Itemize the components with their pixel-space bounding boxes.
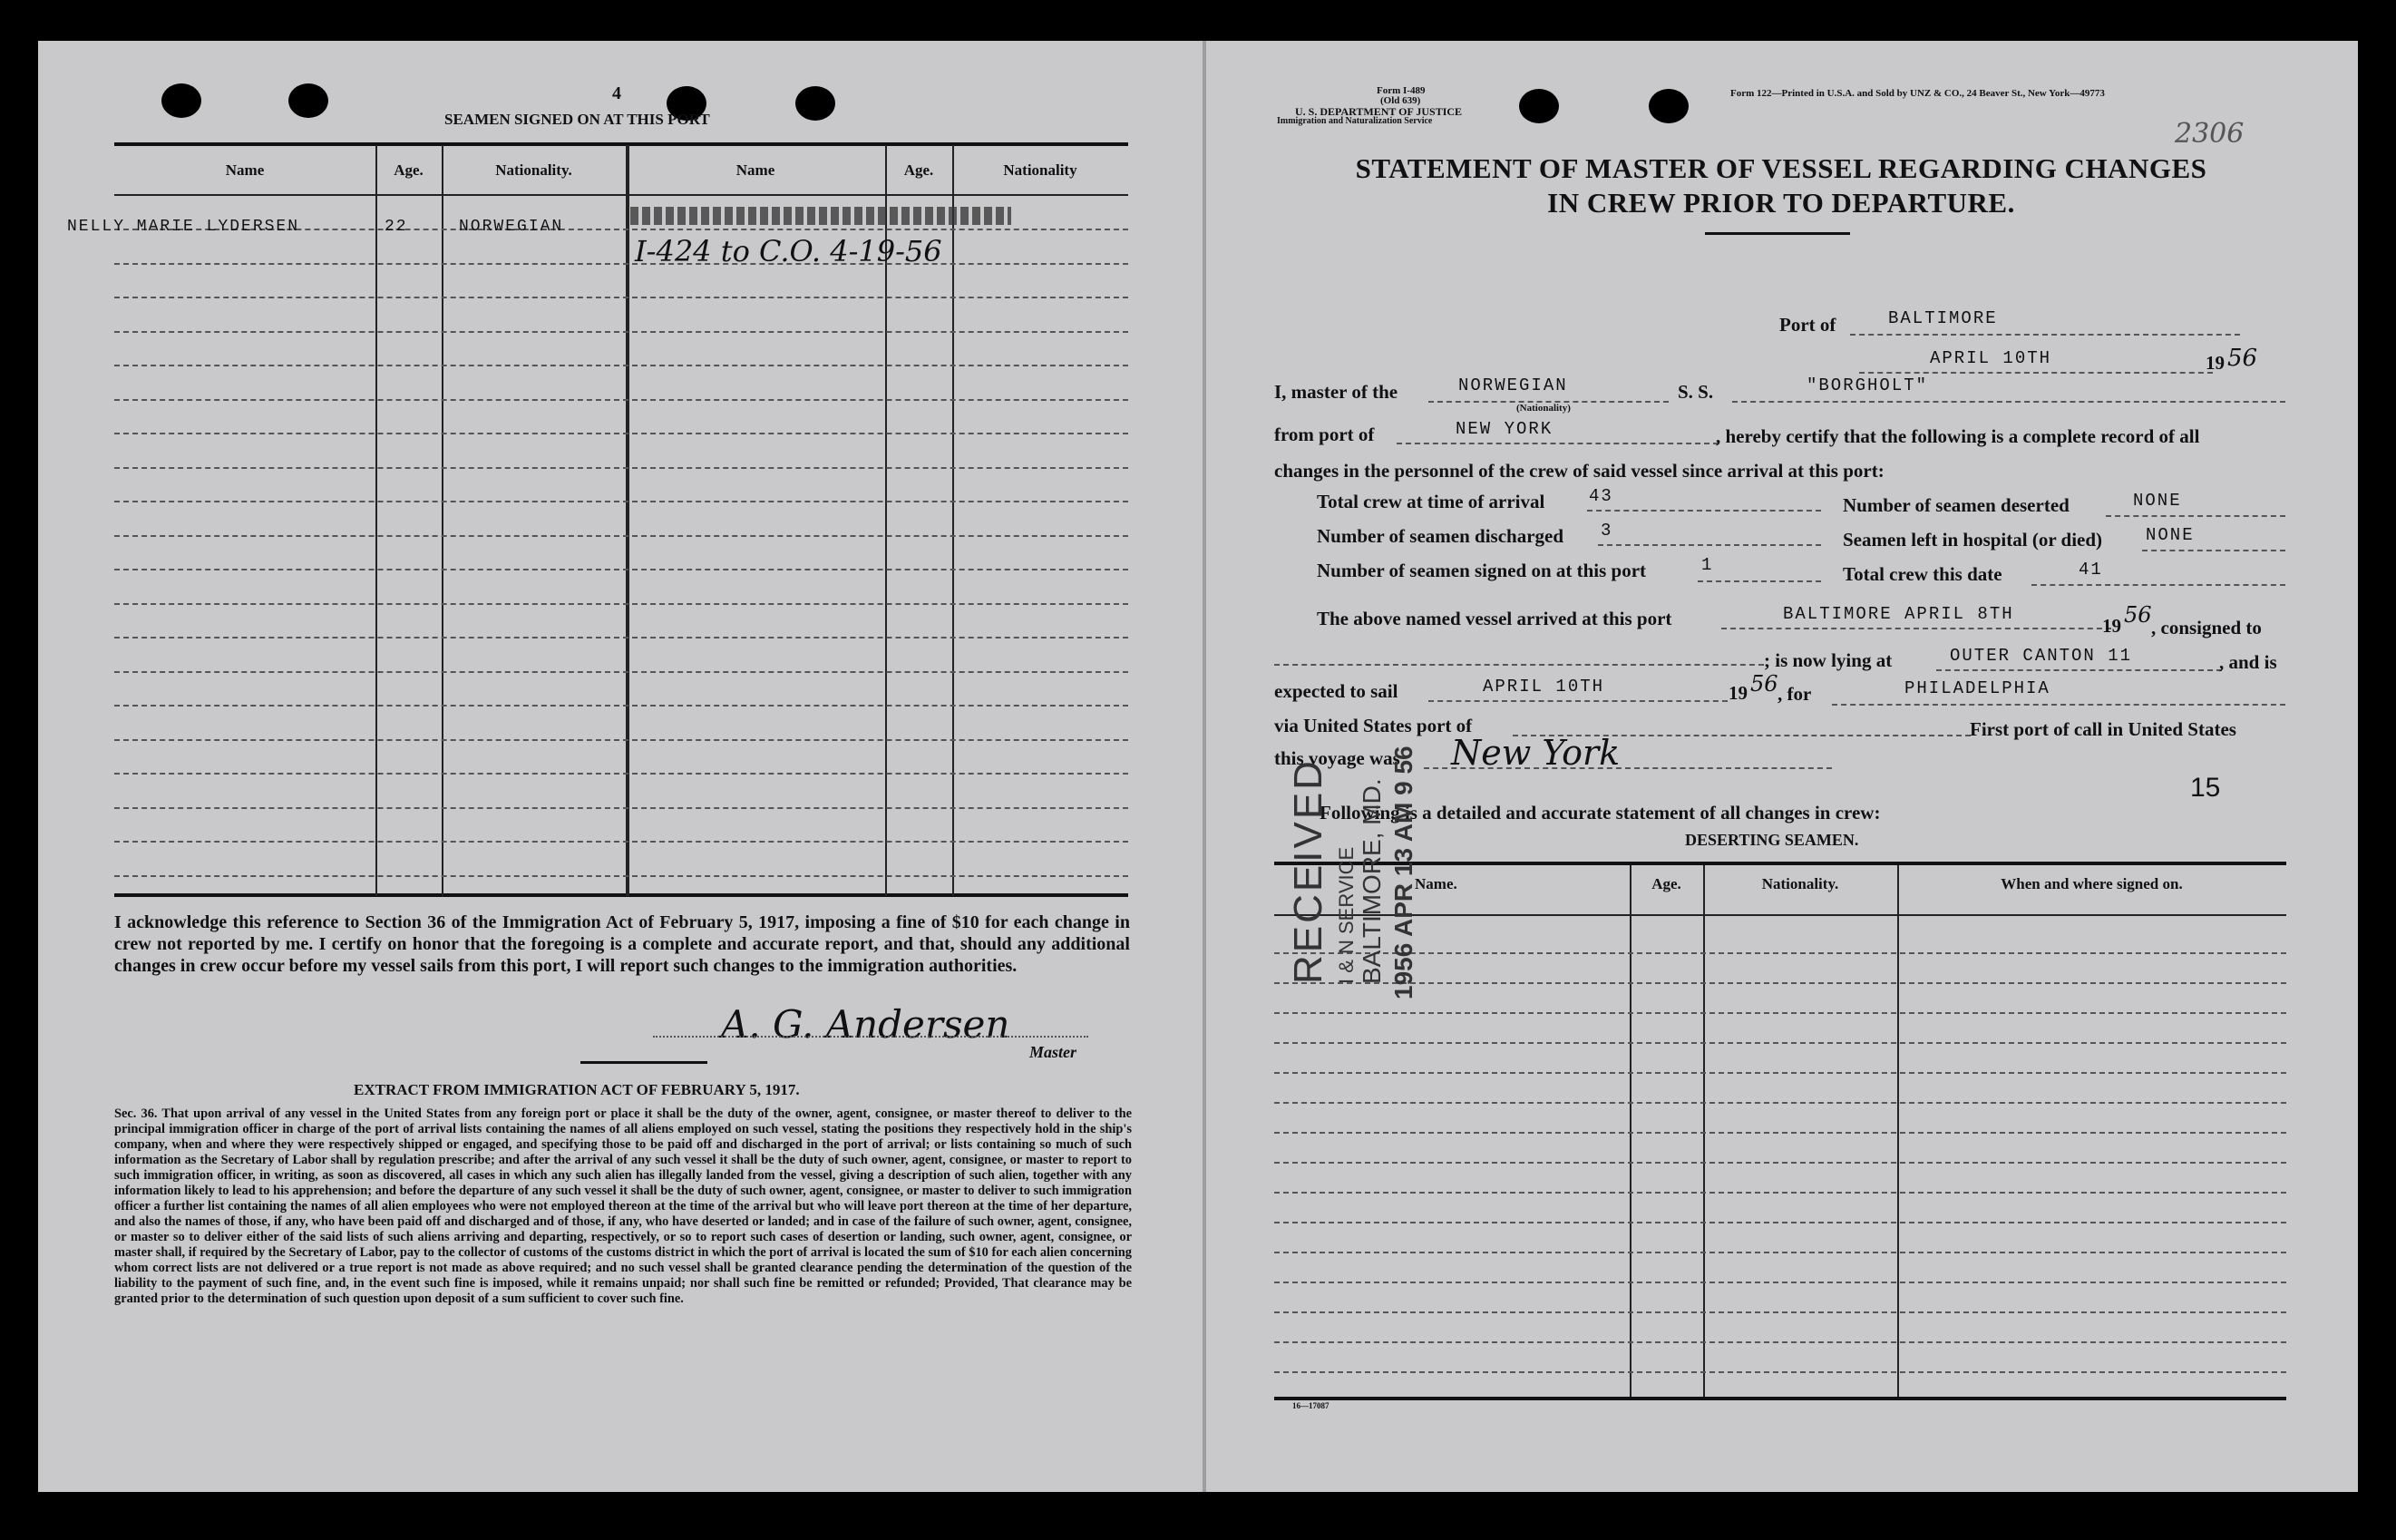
received-stamp-line1: RECEIVED <box>1286 758 1330 984</box>
row-line <box>1274 1102 2286 1104</box>
total-crew-line <box>1587 510 1821 512</box>
consigned-label: , consigned to <box>2151 617 2262 638</box>
date-line <box>1859 372 2213 374</box>
row-line <box>114 433 1128 434</box>
row-line <box>114 671 1128 673</box>
row-line <box>1274 1162 2286 1164</box>
table-header-rule <box>114 194 1128 196</box>
voyage-value: New York <box>1451 733 1621 773</box>
right-table-top-rule <box>1274 862 2286 865</box>
signed-on-label: Number of seamen signed on at this port <box>1317 560 1647 581</box>
deserted-value: NONE <box>2133 491 2182 511</box>
sail-date-value: APRIL 10TH <box>1483 677 1605 697</box>
col-header-name: Name <box>225 161 265 179</box>
total-today-line <box>2031 584 2285 586</box>
row-line <box>114 773 1128 775</box>
sail-date-line <box>1428 700 1728 702</box>
master-of-label: I, master of the <box>1274 381 1398 403</box>
col-header-name-2: Name <box>735 161 775 179</box>
right-col-header-age: Age. <box>1651 875 1681 892</box>
right-col-header-signed-on: When and where signed on. <box>2001 875 2183 892</box>
total-today-value: 41 <box>2079 560 2103 580</box>
punch-hole <box>1649 89 1689 123</box>
extract-text: That upon arrival of any vessel in the United States from any foreign port or place it shall be the duty of the owner, agent, consignee, or master thereof to deliver to the principal immigration officer in charge of the port of arrival lists containing the names of all aliens employed on such vessel, stating the positions they respectively hold in the ship's company, when and where they were respectively shipped or engaged, and specifying those to be paid off and discharged in the port of arrival; or lists containing so much of such information as the Secretary of Labor shall by regulation prescribe; and after the arrival of any such vessel it shall be the duty of such owner, agent, consignee, or master to report to such immigration officer, in writing, as soon as discovered, all cases in which any such alien has illegally landed from the vessel, giving a description of such alien, together with any information likely to lead to his apprehension; and before the departure of any such vessel it shall be the duty of such owner, agent, consignee, or master to deliver to such immigration officer a further list containing the names of all alien employees who were not employed thereon at the time of the arrival but who will leave port thereon at the time of her departure, and also the names of those, if any, who have been paid off and discharged and of those, if any, who have deserted or landed; and in case of the failure of such owner, agent, consignee, or master so to deliver either of the said lists of such aliens arriving and departing, respectively, or so to report such cases of desertion or landing, such owner, agent, consignee, or master shall, if required by the Secretary of Labor, pay to the collector of customs of the customs district in which the port of arrival is located the sum of $10 for each alien concerning whom correct lists are not delivered or a true report is not made as above required; and no such vessel shall be granted clearance pending the determination of the question of the liability to the payment of such fine, and, in the event such fine is imposed, while it remains unpaid; nor shall such fine be remitted or refunded; Provided, That clearance may be granted prior to the determination of such question upon deposit of a sum sufficient to cover such fine. <box>114 1106 1132 1306</box>
handwritten-note: I-424 to C.O. 4-19-56 <box>635 234 942 268</box>
row-line <box>1274 952 2286 954</box>
row-line <box>1274 1371 2286 1373</box>
col-header-age: Age. <box>394 161 424 179</box>
column-divider <box>1703 865 1705 1397</box>
sail-year-prefix: 19 <box>1729 682 1748 704</box>
received-stamp-line2: I & N SERVICE <box>1335 846 1358 984</box>
received-stamp-line3: BALTIMORE, MD. <box>1358 778 1386 984</box>
deserting-title: DESERTING SEAMEN. <box>1685 831 1859 849</box>
column-divider <box>1897 865 1899 1397</box>
row-line <box>1274 1282 2286 1283</box>
extract-body <box>114 1106 1132 1307</box>
following-label: Following is a detailed and accurate statement of all changes in crew: <box>1320 802 1881 824</box>
column-divider <box>626 145 629 896</box>
department: U. S. DEPARTMENT OF JUSTICE <box>1295 105 1463 118</box>
right-col-header-nationality: Nationality. <box>1761 875 1839 892</box>
lying-label: ; is now lying at <box>1764 649 1893 671</box>
date-value: APRIL 10TH <box>1930 348 2052 368</box>
total-crew-label: Total crew at time of arrival <box>1317 491 1545 512</box>
table-top-rule <box>114 142 1128 146</box>
arrived-year-suffix: 56 <box>2124 602 2152 628</box>
port-value: BALTIMORE <box>1888 308 1998 328</box>
total-crew-value: 43 <box>1589 486 1613 506</box>
from-port-value: NEW YORK <box>1456 419 1554 439</box>
row-line <box>114 297 1128 298</box>
row-line <box>1274 982 2286 984</box>
port-line <box>1850 334 2240 336</box>
expected-label: expected to sail <box>1274 680 1398 702</box>
title-underline <box>1705 232 1850 235</box>
row-line <box>1274 1072 2286 1074</box>
signature-line <box>653 1036 1088 1038</box>
row-line <box>1274 1311 2286 1313</box>
first-port-label: First port of call in United States <box>1970 718 2236 740</box>
column-divider <box>375 145 377 896</box>
section-title: SEAMEN SIGNED ON AT THIS PORT <box>444 111 710 128</box>
col-header-age-2: Age. <box>903 161 934 179</box>
column-divider <box>1630 865 1631 1397</box>
row-line <box>1274 1252 2286 1253</box>
stamp-number: 15 <box>2190 773 2221 803</box>
row-line <box>114 705 1128 707</box>
seaman-age: 22 <box>385 218 408 236</box>
row-line <box>114 875 1128 877</box>
discharged-line <box>1598 544 1821 546</box>
total-today-label: Total crew this date <box>1843 563 2002 585</box>
from-port-label: from port of <box>1274 424 1375 445</box>
certify-text: , hereby certify that the following is a complete record of all <box>1716 425 2200 447</box>
from-port-line <box>1397 443 1719 444</box>
col-header-nationality: Nationality. <box>495 161 572 179</box>
hospital-label: Seamen left in hospital (or died) <box>1843 529 2103 551</box>
form-number: Form I-489 <box>1377 85 1426 96</box>
punch-hole <box>795 86 835 121</box>
row-line <box>114 399 1128 401</box>
sail-year-suffix: 56 <box>1750 671 1778 697</box>
seaman-nationality: NORWEGIAN <box>459 218 564 236</box>
arrived-line <box>1721 628 2111 629</box>
row-line <box>114 535 1128 537</box>
master-label: Master <box>1029 1043 1077 1061</box>
lying-line <box>1936 669 2222 671</box>
right-table-bottom-rule <box>1274 1397 2286 1400</box>
vessel-line <box>1732 401 2285 403</box>
row-line <box>114 365 1128 366</box>
deserted-label: Number of seamen deserted <box>1843 494 2070 516</box>
vessel-nationality: NORWEGIAN <box>1458 375 1568 395</box>
for-label: , for <box>1778 683 1812 705</box>
row-line <box>114 637 1128 638</box>
seaman-name: NELLY MARIE LYDERSEN <box>67 218 300 236</box>
voyage-label: this voyage was <box>1274 747 1400 769</box>
nationality-caption: (Nationality) <box>1516 403 1571 414</box>
destination-value: PHILADELPHIA <box>1904 678 2050 698</box>
table-bottom-rule <box>114 893 1128 897</box>
discharged-value: 3 <box>1601 521 1613 541</box>
footer-code: 16—17087 <box>1292 1401 1329 1410</box>
received-stamp-line4: 1956 APR 13 AM 9 56 <box>1389 746 1417 999</box>
row-line <box>114 841 1128 843</box>
right-table-header-rule <box>1274 914 2286 916</box>
printer-line: Form 122—Printed in U.S.A. and Sold by UNZ & CO., 24 Beaver St., New York—49773 <box>1730 88 2105 99</box>
row-line <box>114 807 1128 809</box>
punch-hole <box>288 83 328 118</box>
row-line <box>1274 1222 2286 1223</box>
hospital-value: NONE <box>2146 525 2195 545</box>
row-line <box>114 467 1128 469</box>
deserted-line <box>2106 515 2285 517</box>
arrived-label: The above named vessel arrived at this port <box>1317 608 1672 629</box>
year-prefix: 19 <box>2206 352 2225 374</box>
signed-on-value: 1 <box>1701 555 1714 575</box>
lying-value: OUTER CANTON 11 <box>1950 646 2133 666</box>
form-title-line2: IN CREW PRIOR TO DEPARTURE. <box>1547 187 2015 219</box>
row-line <box>114 603 1128 605</box>
destination-line <box>1832 704 2285 706</box>
year-suffix: 56 <box>2227 345 2258 372</box>
right-col-header-name: Name. <box>1415 875 1457 892</box>
service: Immigration and Naturalization Service <box>1277 116 1433 126</box>
row-line <box>1274 1341 2286 1343</box>
column-divider <box>952 145 954 896</box>
row-line <box>1274 1042 2286 1044</box>
punch-hole <box>161 83 201 118</box>
struck-out-text <box>630 207 1011 225</box>
port-label: Port of <box>1779 314 1836 336</box>
arrived-year-prefix: 19 <box>2102 615 2121 637</box>
col-header-nationality-2: Nationality <box>1003 161 1077 179</box>
file-number: 2306 <box>2175 118 2245 150</box>
row-line <box>1274 1132 2286 1134</box>
via-label: via United States port of <box>1274 715 1473 736</box>
row-line <box>114 501 1128 502</box>
vessel-name: "BORGHOLT" <box>1807 375 1929 395</box>
row-line <box>1274 1012 2286 1014</box>
master-signature: A. G. Andersen <box>721 1002 1010 1047</box>
page-number: 4 <box>612 83 621 103</box>
signed-on-line <box>1698 580 1821 582</box>
row-line <box>114 739 1128 741</box>
and-is-label: , and is <box>2219 651 2277 673</box>
divider <box>580 1061 707 1064</box>
row-line <box>1274 1192 2286 1194</box>
arrived-value: BALTIMORE APRIL 8TH <box>1783 604 2014 624</box>
discharged-label: Number of seamen discharged <box>1317 525 1564 547</box>
consignee-line <box>1274 664 1764 666</box>
changes-text: changes in the personnel of the crew of said vessel since arrival at this port: <box>1274 460 1885 482</box>
extract-section: Sec. 36. <box>114 1106 158 1121</box>
acknowledgement-text: I acknowledge this reference to Section 36 of the Immigration Act of February 5, 1917, imposing a fine of $10 for each change in crew not reported by me. I certify on honor that the foregoing is a complete and accurate report, and that, should any additional changes in crew occur before my vessel sails from this port, I will report such changes to the immigration authorities. <box>114 912 1130 976</box>
row-line <box>114 569 1128 570</box>
column-divider <box>442 145 443 896</box>
form-title-line1: STATEMENT OF MASTER OF VESSEL REGARDING CHANGES <box>1355 152 2207 184</box>
row-line <box>114 331 1128 333</box>
extract-title: EXTRACT FROM IMMIGRATION ACT OF FEBRUARY 5, 1917. <box>354 1081 800 1098</box>
punch-hole <box>1519 89 1559 123</box>
form-old-number: (Old 639) <box>1380 95 1421 106</box>
hospital-line <box>2142 550 2285 551</box>
row-line <box>114 263 1128 265</box>
ss-label: S. S. <box>1678 381 1714 403</box>
